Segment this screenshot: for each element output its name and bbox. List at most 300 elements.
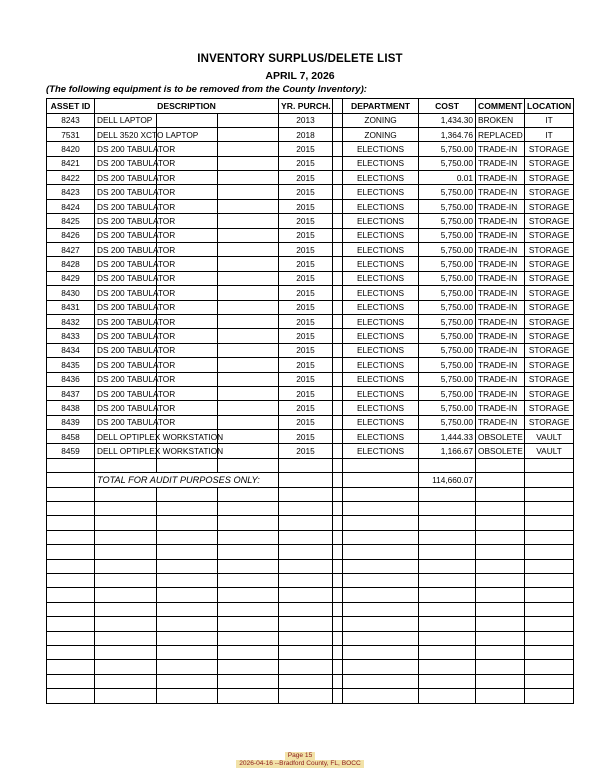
table-cell-description-cont2 [218, 271, 279, 285]
table-cell-description-cont2 [218, 401, 279, 415]
table-cell-description-cont2 [218, 415, 279, 429]
table-cell-comment: TRADE-IN [476, 372, 525, 386]
table-cell-empty [218, 574, 279, 588]
table-cell-description: DS 200 TABULATOR [95, 228, 157, 242]
table-cell-empty [279, 674, 333, 688]
table-cell-empty [476, 660, 525, 674]
table-cell-empty [279, 602, 333, 616]
table-cell-empty [333, 502, 343, 516]
table-cell-spacer [333, 343, 343, 357]
table-cell-description: DELL 3520 XCTO LAPTOP [95, 127, 157, 141]
table-cell-spacer [333, 386, 343, 400]
table-row-empty [47, 458, 574, 472]
table-cell-empty [343, 617, 419, 631]
table-cell-empty [525, 588, 574, 602]
table-cell-empty [525, 631, 574, 645]
table-cell-empty [279, 545, 333, 559]
table-row [47, 127, 574, 141]
table-row-empty [47, 545, 574, 559]
table-cell-empty [47, 631, 95, 645]
table-cell-empty [333, 674, 343, 688]
table-cell-empty [476, 487, 525, 501]
table-cell-description-cont2 [218, 142, 279, 156]
table-cell-empty [157, 660, 218, 674]
table-cell-asset-id: 8425 [47, 214, 95, 228]
table-row-empty [47, 530, 574, 544]
table-cell-empty [157, 559, 218, 573]
table-cell-location: STORAGE [525, 358, 574, 372]
table-cell-comment: TRADE-IN [476, 415, 525, 429]
table-cell-empty [343, 545, 419, 559]
table-cell-description-cont2 [218, 343, 279, 357]
table-row [47, 401, 574, 415]
table-cell-empty [95, 458, 157, 472]
table-row [47, 142, 574, 156]
table-cell-empty [419, 458, 476, 472]
table-cell-empty [343, 674, 419, 688]
table-cell-description: DS 200 TABULATOR [95, 300, 157, 314]
table-cell-description: DS 200 TABULATOR [95, 257, 157, 271]
table-row [47, 185, 574, 199]
table-cell-empty [157, 545, 218, 559]
table-cell-empty [343, 458, 419, 472]
table-cell-empty [333, 458, 343, 472]
table-cell-asset-id: 8427 [47, 243, 95, 257]
table-cell-empty [525, 458, 574, 472]
table-row-empty [47, 559, 574, 573]
table-row-empty [47, 631, 574, 645]
document-heading [0, 52, 600, 84]
table-cell-asset-id: 7531 [47, 127, 95, 141]
table-cell-description-cont2 [218, 286, 279, 300]
table-row [47, 444, 574, 458]
table-cell-asset-id: 8439 [47, 415, 95, 429]
table-cell-department: ZONING [343, 127, 419, 141]
table-cell-yr-purch: 2015 [279, 329, 333, 343]
table-cell-location: STORAGE [525, 271, 574, 285]
table-cell-asset-id: 8433 [47, 329, 95, 343]
table-row-empty [47, 502, 574, 516]
table-cell-location: STORAGE [525, 199, 574, 213]
table-cell-yr-purch: 2015 [279, 286, 333, 300]
table-cell-empty [419, 574, 476, 588]
table-cell-spacer [333, 314, 343, 328]
table-cell-yr-purch: 2015 [279, 430, 333, 444]
table-cell-location: IT [525, 113, 574, 127]
table-cell-spacer [333, 444, 343, 458]
table-cell-spacer [333, 329, 343, 343]
table-cell-spacer [333, 286, 343, 300]
table-cell-empty [279, 458, 333, 472]
table-cell-department: ELECTIONS [343, 228, 419, 242]
table-cell-empty [279, 516, 333, 530]
table-cell-location: STORAGE [525, 372, 574, 386]
table-cell-department: ELECTIONS [343, 329, 419, 343]
table-cell-empty [419, 645, 476, 659]
table-cell-spacer [333, 171, 343, 185]
table-cell-yr-purch: 2015 [279, 358, 333, 372]
table-cell-description-cont2 [218, 444, 279, 458]
table-cell-description: DELL OPTIPLEX WORKSTATION [95, 430, 157, 444]
table-cell-description-cont2 [218, 127, 279, 141]
table-cell-empty [157, 487, 218, 501]
table-cell-empty [279, 645, 333, 659]
table-cell-yr-purch: 2015 [279, 214, 333, 228]
table-cell-spacer [333, 430, 343, 444]
table-row [47, 286, 574, 300]
table-cell-cost: 5,750.00 [419, 185, 476, 199]
table-cell-empty [333, 631, 343, 645]
table-cell-empty [47, 530, 95, 544]
table-cell-empty [279, 530, 333, 544]
table-cell-cost: 5,750.00 [419, 343, 476, 357]
table-row-empty [47, 645, 574, 659]
table-cell-comment: TRADE-IN [476, 243, 525, 257]
table-cell-empty [525, 689, 574, 703]
table-row-empty [47, 617, 574, 631]
table-row [47, 386, 574, 400]
table-cell-location: IT [525, 127, 574, 141]
table-cell-asset-id: 8243 [47, 113, 95, 127]
footer-stamp: 2026-04-16 --Bradford County, FL, BOCC [0, 760, 600, 768]
table-cell-department: ELECTIONS [343, 171, 419, 185]
table-cell-department: ELECTIONS [343, 372, 419, 386]
table-cell-empty [157, 645, 218, 659]
table-cell-spacer [333, 228, 343, 242]
table-cell-empty [343, 516, 419, 530]
table-cell-empty [279, 631, 333, 645]
table-row [47, 415, 574, 429]
table-cell-empty [95, 631, 157, 645]
table-cell-description-cont2 [218, 185, 279, 199]
table-cell-empty [419, 516, 476, 530]
total-row-blank [476, 473, 525, 487]
table-cell-empty [419, 559, 476, 573]
table-cell-yr-purch: 2015 [279, 415, 333, 429]
table-cell-empty [343, 502, 419, 516]
table-cell-location: STORAGE [525, 401, 574, 415]
table-cell-empty [333, 617, 343, 631]
table-cell-empty [218, 458, 279, 472]
table-cell-comment: TRADE-IN [476, 286, 525, 300]
table-cell-empty [47, 559, 95, 573]
table-cell-empty [343, 689, 419, 703]
table-cell-description-cont2 [218, 228, 279, 242]
table-cell-comment: TRADE-IN [476, 386, 525, 400]
table-cell-asset-id: 8437 [47, 386, 95, 400]
table-cell-description: DS 200 TABULATOR [95, 243, 157, 257]
table-cell-empty [95, 689, 157, 703]
table-row [47, 113, 574, 127]
table-cell-asset-id: 8430 [47, 286, 95, 300]
table-cell-empty [525, 516, 574, 530]
table-cell-empty [333, 516, 343, 530]
column-header-yr-purch: YR. PURCH. [279, 99, 333, 114]
table-cell-empty [95, 617, 157, 631]
table-row [47, 243, 574, 257]
table-cell-empty [157, 617, 218, 631]
table-cell-cost: 5,750.00 [419, 314, 476, 328]
table-cell-empty [95, 602, 157, 616]
table-cell-empty [157, 516, 218, 530]
table-cell-empty [95, 559, 157, 573]
table-row [47, 300, 574, 314]
table-cell-empty [157, 689, 218, 703]
table-cell-empty [343, 588, 419, 602]
table-row [47, 329, 574, 343]
table-cell-empty [47, 588, 95, 602]
table-cell-comment: TRADE-IN [476, 257, 525, 271]
table-cell-comment: TRADE-IN [476, 142, 525, 156]
table-cell-department: ELECTIONS [343, 243, 419, 257]
table-cell-asset-id: 8436 [47, 372, 95, 386]
table-cell-description: DS 200 TABULATOR [95, 199, 157, 213]
table-cell-empty [525, 674, 574, 688]
table-cell-cost: 5,750.00 [419, 415, 476, 429]
table-cell-department: ELECTIONS [343, 401, 419, 415]
table-cell-empty [157, 588, 218, 602]
table-cell-location: STORAGE [525, 343, 574, 357]
table-cell-empty [343, 530, 419, 544]
table-cell-empty [47, 574, 95, 588]
table-cell-asset-id: 8459 [47, 444, 95, 458]
table-cell-department: ZONING [343, 113, 419, 127]
table-cell-empty [343, 574, 419, 588]
table-row-empty [47, 588, 574, 602]
table-cell-description-cont2 [218, 372, 279, 386]
table-row [47, 372, 574, 386]
table-cell-empty [47, 458, 95, 472]
table-cell-asset-id: 8435 [47, 358, 95, 372]
table-cell-department: ELECTIONS [343, 314, 419, 328]
table-cell-description: DS 200 TABULATOR [95, 156, 157, 170]
table-cell-empty [343, 631, 419, 645]
table-cell-cost: 5,750.00 [419, 386, 476, 400]
table-cell-yr-purch: 2018 [279, 127, 333, 141]
table-cell-description-cont [157, 113, 218, 127]
table-cell-empty [476, 559, 525, 573]
table-cell-empty [333, 602, 343, 616]
table-cell-empty [333, 689, 343, 703]
inventory-table-body [47, 113, 574, 703]
table-row [47, 257, 574, 271]
table-cell-asset-id: 8429 [47, 271, 95, 285]
table-cell-comment: TRADE-IN [476, 329, 525, 343]
table-cell-location: STORAGE [525, 142, 574, 156]
table-cell-asset-id: 8421 [47, 156, 95, 170]
table-cell-empty [218, 645, 279, 659]
table-cell-empty [343, 487, 419, 501]
table-cell-empty [279, 502, 333, 516]
table-cell-empty [343, 660, 419, 674]
table-cell-description: DS 200 TABULATOR [95, 185, 157, 199]
table-cell-description: DS 200 TABULATOR [95, 286, 157, 300]
table-cell-spacer [333, 243, 343, 257]
table-row-empty [47, 487, 574, 501]
table-cell-location: STORAGE [525, 415, 574, 429]
table-cell-asset-id: 8426 [47, 228, 95, 242]
table-cell-cost: 5,750.00 [419, 372, 476, 386]
table-cell-description: DS 200 TABULATOR [95, 171, 157, 185]
table-cell-comment: TRADE-IN [476, 199, 525, 213]
table-cell-empty [47, 617, 95, 631]
table-cell-comment: TRADE-IN [476, 228, 525, 242]
table-cell-empty [343, 645, 419, 659]
table-cell-comment: TRADE-IN [476, 271, 525, 285]
table-cell-yr-purch: 2015 [279, 372, 333, 386]
table-row [47, 214, 574, 228]
table-cell-description-cont2 [218, 171, 279, 185]
table-cell-empty [333, 530, 343, 544]
table-cell-asset-id: 8423 [47, 185, 95, 199]
table-cell-cost: 1,166.67 [419, 444, 476, 458]
table-cell-empty [476, 631, 525, 645]
table-cell-department: ELECTIONS [343, 358, 419, 372]
table-cell-empty [333, 645, 343, 659]
table-cell-department: ELECTIONS [343, 286, 419, 300]
table-cell-department: ELECTIONS [343, 199, 419, 213]
table-cell-yr-purch: 2015 [279, 401, 333, 415]
table-cell-description: DELL OPTIPLEX WORKSTATION [95, 444, 157, 458]
table-cell-cost: 1,434.30 [419, 113, 476, 127]
table-cell-empty [476, 617, 525, 631]
table-cell-asset-id: 8424 [47, 199, 95, 213]
table-cell-spacer [333, 199, 343, 213]
table-cell-empty [157, 631, 218, 645]
table-cell-empty [476, 502, 525, 516]
table-cell-empty [279, 574, 333, 588]
table-cell-empty [279, 487, 333, 501]
table-cell-department: ELECTIONS [343, 444, 419, 458]
table-cell-empty [525, 502, 574, 516]
table-cell-empty [419, 530, 476, 544]
table-cell-empty [525, 645, 574, 659]
table-cell-description: DS 200 TABULATOR [95, 401, 157, 415]
table-cell-spacer [333, 113, 343, 127]
table-cell-empty [476, 588, 525, 602]
table-cell-location: STORAGE [525, 286, 574, 300]
column-header-spacer [333, 99, 343, 114]
table-cell-empty [525, 602, 574, 616]
table-cell-cost: 5,750.00 [419, 243, 476, 257]
table-cell-description: DS 200 TABULATOR [95, 343, 157, 357]
table-cell-empty [95, 574, 157, 588]
table-cell-comment: TRADE-IN [476, 214, 525, 228]
table-cell-cost: 5,750.00 [419, 300, 476, 314]
total-row-blank [279, 473, 333, 487]
table-row [47, 171, 574, 185]
table-cell-empty [218, 689, 279, 703]
table-cell-yr-purch: 2015 [279, 199, 333, 213]
table-cell-asset-id: 8434 [47, 343, 95, 357]
inventory-table [46, 98, 574, 704]
table-cell-empty [218, 530, 279, 544]
table-cell-yr-purch: 2015 [279, 156, 333, 170]
table-cell-empty [476, 530, 525, 544]
table-row [47, 156, 574, 170]
table-cell-spacer [333, 185, 343, 199]
table-cell-yr-purch: 2015 [279, 171, 333, 185]
table-cell-empty [279, 559, 333, 573]
table-cell-location: VAULT [525, 430, 574, 444]
table-cell-empty [95, 674, 157, 688]
table-cell-empty [476, 545, 525, 559]
document-date: APRIL 7, 2026 [265, 70, 335, 82]
document-subtitle: (The following equipment is to be removed from the County Inventory): [46, 84, 367, 95]
table-cell-yr-purch: 2015 [279, 444, 333, 458]
table-row-total [47, 473, 574, 487]
table-cell-spacer [333, 358, 343, 372]
table-cell-empty [157, 674, 218, 688]
total-value: 114,660.07 [419, 473, 476, 487]
table-cell-empty [157, 530, 218, 544]
total-row-blank [525, 473, 574, 487]
table-cell-empty [218, 545, 279, 559]
table-row-empty [47, 516, 574, 530]
table-cell-description-cont2 [218, 243, 279, 257]
footer-page-number: Page 15 [0, 752, 600, 760]
table-cell-yr-purch: 2015 [279, 314, 333, 328]
table-cell-empty [95, 487, 157, 501]
table-cell-empty [95, 660, 157, 674]
table-cell-yr-purch: 2015 [279, 243, 333, 257]
table-cell-location: STORAGE [525, 228, 574, 242]
table-cell-empty [95, 645, 157, 659]
table-cell-empty [525, 545, 574, 559]
table-cell-empty [525, 660, 574, 674]
table-cell-description-cont2 [218, 214, 279, 228]
table-cell-cost: 5,750.00 [419, 329, 476, 343]
table-cell-empty [218, 559, 279, 573]
table-cell-asset-id: 8458 [47, 430, 95, 444]
table-cell-department: ELECTIONS [343, 300, 419, 314]
table-cell-empty [47, 660, 95, 674]
table-row [47, 430, 574, 444]
table-cell-empty [218, 487, 279, 501]
table-cell-cost: 1,444.33 [419, 430, 476, 444]
table-cell-comment: TRADE-IN [476, 343, 525, 357]
table-cell-description-cont2 [218, 386, 279, 400]
table-cell-empty [525, 530, 574, 544]
table-cell-cost: 5,750.00 [419, 228, 476, 242]
table-cell-cost: 5,750.00 [419, 142, 476, 156]
table-cell-asset-id: 8438 [47, 401, 95, 415]
table-cell-description: DS 200 TABULATOR [95, 386, 157, 400]
table-cell-yr-purch: 2013 [279, 113, 333, 127]
table-cell-description-cont2 [218, 358, 279, 372]
table-cell-cost: 5,750.00 [419, 199, 476, 213]
table-cell-empty [476, 602, 525, 616]
table-row-empty [47, 574, 574, 588]
table-cell-empty [47, 502, 95, 516]
table-cell-description: DS 200 TABULATOR [95, 372, 157, 386]
table-cell-yr-purch: 2015 [279, 386, 333, 400]
table-cell-empty [419, 689, 476, 703]
table-row [47, 271, 574, 285]
table-cell-empty [419, 502, 476, 516]
table-cell-comment: TRADE-IN [476, 300, 525, 314]
table-cell-comment: TRADE-IN [476, 358, 525, 372]
table-cell-empty [525, 617, 574, 631]
table-cell-yr-purch: 2015 [279, 300, 333, 314]
page-title: INVENTORY SURPLUS/DELETE LIST [197, 53, 403, 65]
table-cell-cost: 5,750.00 [419, 401, 476, 415]
table-cell-description-cont2 [218, 300, 279, 314]
table-cell-empty [95, 502, 157, 516]
table-cell-asset-id: 8428 [47, 257, 95, 271]
table-cell-empty [218, 602, 279, 616]
column-header-comment: COMMENT [476, 99, 525, 114]
